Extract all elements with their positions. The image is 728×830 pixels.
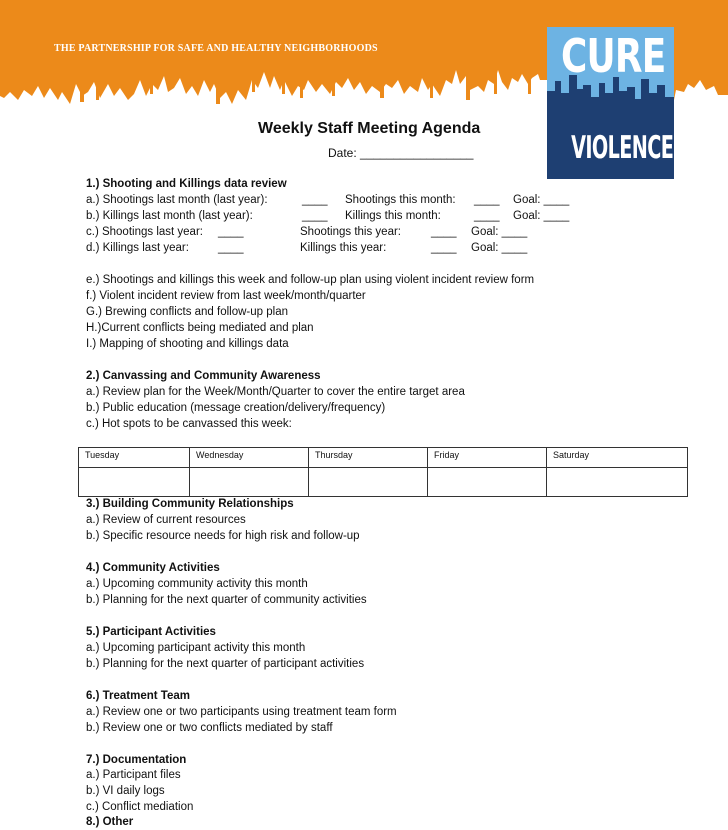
day-cell-saturday[interactable] [547,468,688,497]
day-header-thursday: Thursday [309,448,428,468]
s1-item-i: I.) Mapping of shooting and killings data [86,338,289,350]
section-5-heading: 5.) Participant Activities [86,626,216,638]
s2-item-b: b.) Public education (message creation/delivery/frequency) [86,402,386,414]
s5-item-a: a.) Upcoming participant activity this month [86,642,306,654]
s4-item-a: a.) Upcoming community activity this month [86,578,308,590]
s1-a-label: a.) Shootings last month (last year): [86,194,268,206]
s1-c-blank-last[interactable]: ____ [218,226,244,238]
s1-a-blank-this[interactable]: ____ [474,194,500,206]
s1-d-blank-this[interactable]: ____ [431,242,457,254]
s1-a-mid-label: Shootings this month: [345,194,456,206]
s1-d-mid-label: Killings this year: [300,242,387,254]
s1-item-h: H.)Current conflicts being mediated and plan [86,322,314,334]
day-header-friday: Friday [428,448,547,468]
day-cell-friday[interactable] [428,468,547,497]
hotspot-days-table [78,447,688,497]
s3-item-b: b.) Specific resource needs for high risk and follow-up [86,530,360,542]
section-4-heading: 4.) Community Activities [86,562,220,574]
day-cell-thursday[interactable] [309,468,428,497]
section-3-heading: 3.) Building Community Relationships [86,498,294,510]
s6-item-a: a.) Review one or two participants using treatment team form [86,706,397,718]
day-cell-wednesday[interactable] [190,468,309,497]
s1-b-blank-this[interactable]: ____ [474,210,500,222]
s6-item-b: b.) Review one or two conflicts mediated by staff [86,722,333,734]
s1-d-label: d.) Killings last year: [86,242,189,254]
s1-c-mid-label: Shootings this year: [300,226,402,238]
s4-item-b: b.) Planning for the next quarter of community activities [86,594,367,606]
s1-d-goal[interactable]: Goal: ____ [471,242,528,254]
s1-item-g: G.) Brewing conflicts and follow-up plan [86,306,288,318]
s1-c-goal[interactable]: Goal: ____ [471,226,528,238]
s1-item-e: e.) Shootings and killings this week and follow-up plan using violent incident review form [86,274,535,286]
logo-word-cure: CURE [560,29,666,83]
section-6-heading: 6.) Treatment Team [86,690,190,702]
page-title: Weekly Staff Meeting Agenda [258,120,481,137]
s1-a-goal[interactable]: Goal: ____ [513,194,570,206]
s7-item-c: c.) Conflict mediation [86,801,194,813]
section-7-heading: 7.) Documentation [86,754,187,766]
partnership-tagline: THE PARTNERSHIP FOR SAFE AND HEALTHY NEIGHBORHOODS [54,43,378,54]
day-header-wednesday: Wednesday [190,448,309,468]
s2-item-a: a.) Review plan for the Week/Month/Quarter to cover the entire target area [86,386,465,398]
day-cell-tuesday[interactable] [79,468,190,497]
section-8-heading: 8.) Other [86,816,134,828]
s1-c-label: c.) Shootings last year: [86,226,203,238]
s1-b-mid-label: Killings this month: [345,210,441,222]
s5-item-b: b.) Planning for the next quarter of participant activities [86,658,365,670]
s2-item-c: c.) Hot spots to be canvassed this week: [86,418,292,430]
s1-a-blank-last[interactable]: ____ [302,194,328,206]
day-header-saturday: Saturday [547,448,688,468]
cure-violence-logo [547,27,674,179]
section-1-heading: 1.) Shooting and Killings data review [86,178,287,190]
day-header-tuesday: Tuesday [79,448,190,468]
s1-b-blank-last[interactable]: ____ [302,210,328,222]
s1-b-label: b.) Killings last month (last year): [86,210,253,222]
s1-d-blank-last[interactable]: ____ [218,242,244,254]
s7-item-b: b.) VI daily logs [86,785,165,797]
s7-item-a: a.) Participant files [86,769,181,781]
s1-b-goal[interactable]: Goal: ____ [513,210,570,222]
s1-c-blank-this[interactable]: ____ [431,226,457,238]
s3-item-a: a.) Review of current resources [86,514,246,526]
date-field[interactable]: Date: _________________ [328,146,474,160]
s1-item-f: f.) Violent incident review from last week/month/quarter [86,290,366,302]
section-2-heading: 2.) Canvassing and Community Awareness [86,370,321,382]
logo-word-violence: VIOLENCE [571,130,674,166]
